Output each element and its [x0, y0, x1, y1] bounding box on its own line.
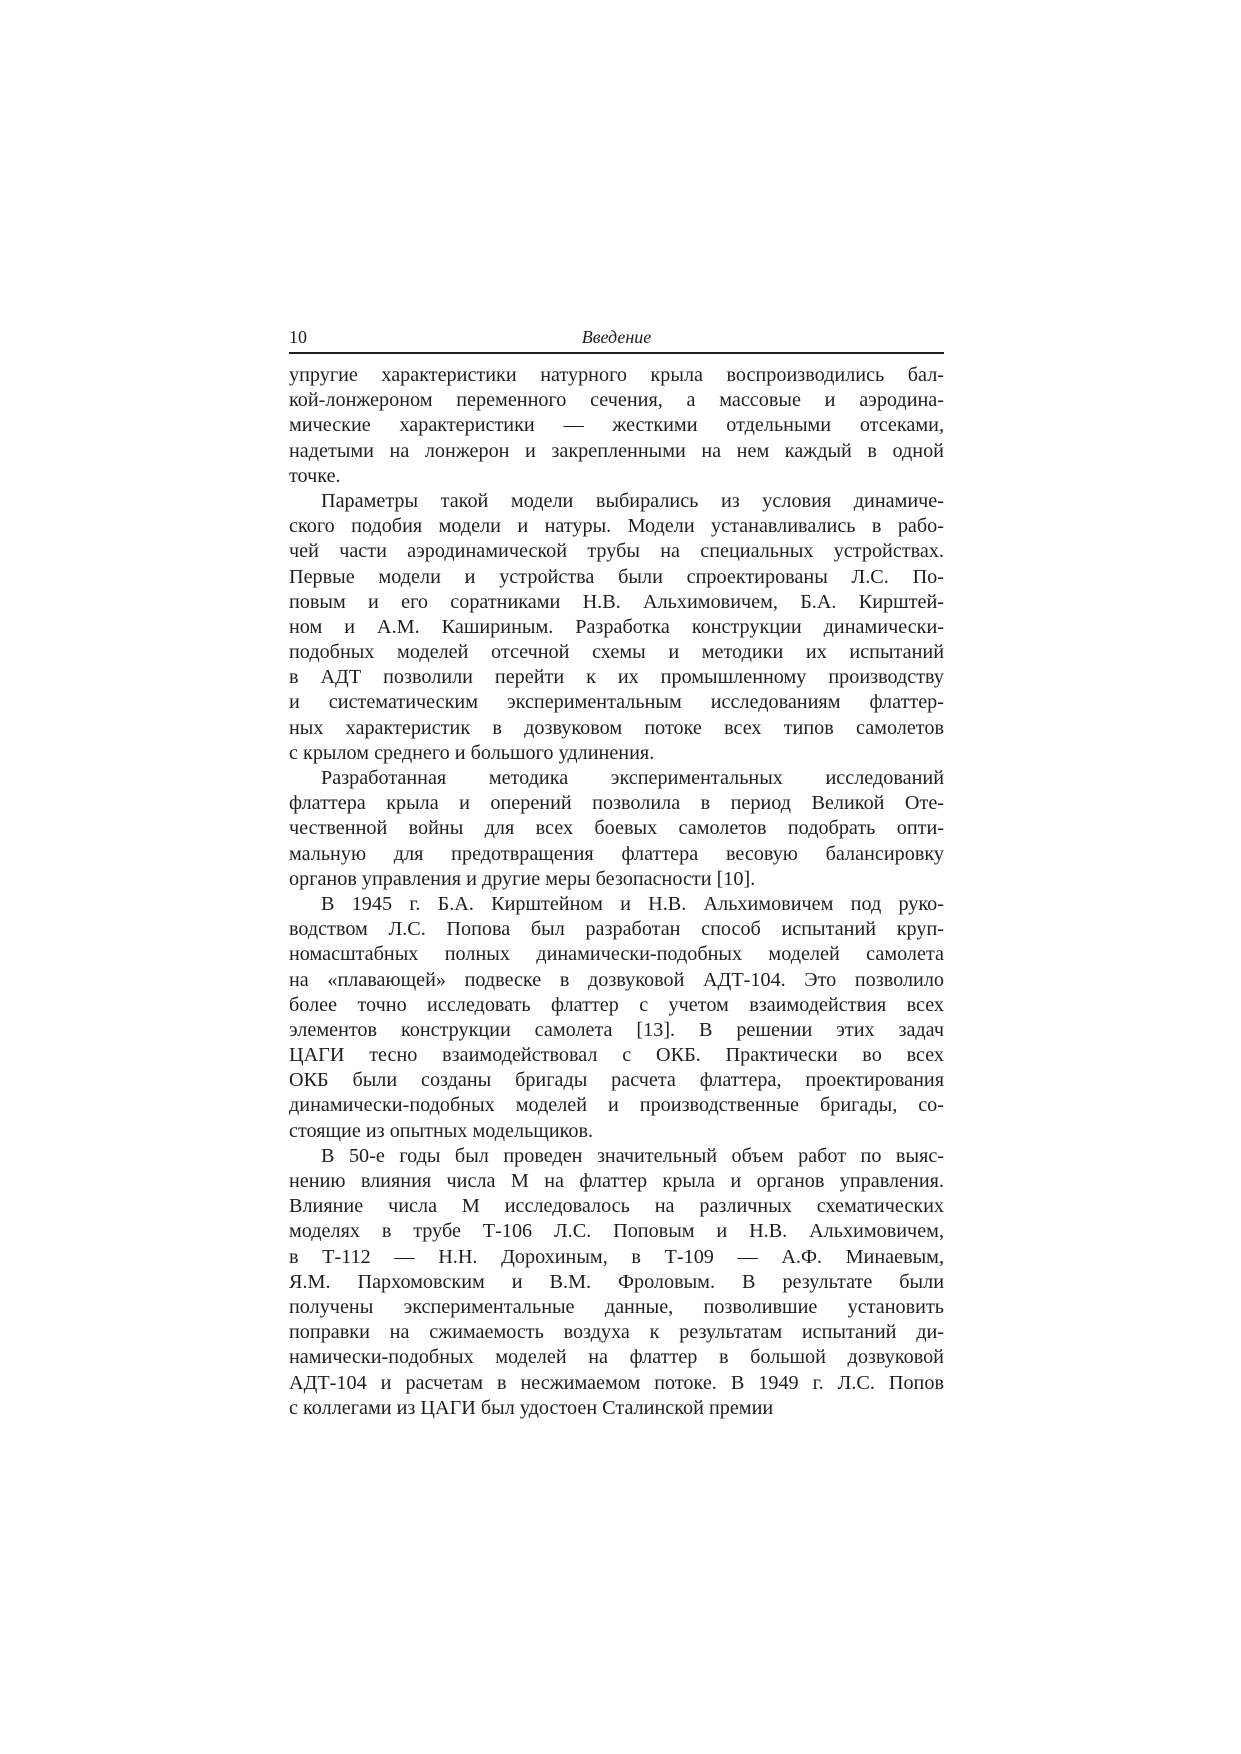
text-line: с коллегами из ЦАГИ был удостоен Сталинской премии	[289, 1396, 774, 1419]
text-line: водством Л.С. Попова был разработан способ испытаний круп-	[289, 918, 944, 941]
text-line: стоящие из опытных модельщиков.	[289, 1119, 594, 1142]
text-line: на «плавающей» подвеске в дозвуковой АДТ-104. Это позволило	[289, 968, 944, 991]
text-line: Влияние числа М исследовалось на различных схематических	[289, 1195, 944, 1218]
running-header	[289, 322, 944, 354]
text-line: Параметры такой модели выбирались из условия динамиче-	[321, 489, 944, 512]
section-title: Введение	[581, 327, 652, 347]
text-line: кой-лонжероном переменного сечения, а массовые и аэродина-	[289, 389, 944, 412]
text-line: мические характеристики — жесткими отдельными отсеками,	[289, 414, 944, 437]
page-content	[289, 322, 944, 1421]
text-line: подобных моделей отсечной схемы и методики их испытаний	[289, 641, 944, 664]
text-line: упругие характеристики натурного крыла воспроизводились бал-	[289, 364, 944, 386]
text-line: Первые модели и устройства были спроектированы Л.С. По-	[289, 565, 944, 588]
text-line: флаттера крыла и оперений позволила в период Великой Оте-	[289, 792, 944, 815]
text-line: Я.М. Пархомовским и В.М. Фроловым. В результате были	[289, 1270, 944, 1293]
body-text	[289, 363, 944, 1421]
text-line: получены экспериментальные данные, позволившие установить	[289, 1295, 944, 1318]
text-line: поправки на сжимаемость воздуха к результатам испытаний ди-	[289, 1321, 944, 1344]
text-line: ского подобия модели и натуры. Модели устанавливались в рабо-	[289, 515, 944, 538]
paragraph	[289, 766, 944, 892]
text-line: точке.	[289, 464, 341, 487]
paragraph	[289, 892, 944, 1144]
text-line: надетыми на лонжерон и закрепленными на нем каждый в одной	[289, 439, 944, 462]
text-line: повым и его соратниками Н.В. Альхимовичем, Б.А. Кирштей-	[289, 590, 944, 613]
text-line: чественной войны для всех боевых самолетов подобрать опти-	[289, 817, 944, 840]
text-line: ном и А.М. Кашириным. Разработка конструкции динамически-	[289, 615, 944, 638]
text-line: ных характеристик в дозвуковом потоке всех типов самолетов	[289, 716, 944, 739]
paragraph	[289, 363, 944, 489]
paragraph	[289, 1144, 944, 1421]
text-line: чей части аэродинамической трубы на специальных устройствах.	[289, 540, 944, 563]
text-line: намически-подобных моделей на флаттер в большой дозвуковой	[289, 1346, 944, 1369]
text-line: ЦАГИ тесно взаимодействовал с ОКБ. Практически во всех	[289, 1044, 944, 1067]
text-line: в АДТ позволили перейти к их промышленному производству	[289, 666, 944, 689]
page-number: 10	[289, 327, 307, 347]
paragraph	[289, 489, 944, 766]
text-line: мальную для предотвращения флаттера весовую балансировку	[289, 842, 944, 865]
text-line: Разработанная методика экспериментальных исследований	[321, 767, 944, 789]
text-line: В 1945 г. Б.А. Кирштейном и Н.В. Альхимовичем под руко-	[321, 892, 944, 915]
text-line: нению влияния числа М на флаттер крыла и органов управления.	[289, 1170, 944, 1192]
text-line: номасштабных полных динамически-подобных моделей самолета	[289, 943, 944, 966]
text-line: динамически-подобных моделей и производственные бригады, со-	[289, 1094, 944, 1117]
text-line: В 50-е годы был проведен значительный объем работ по выяс-	[321, 1144, 944, 1167]
text-line: моделях в трубе Т-106 Л.С. Поповым и Н.В. Альхимовичем,	[289, 1220, 944, 1243]
text-line: более точно исследовать флаттер с учетом взаимодействия всех	[289, 993, 944, 1016]
text-line: элементов конструкции самолета [13]. В решении этих задач	[289, 1018, 944, 1041]
text-line: в Т-112 — Н.Н. Дорохиным, в Т-109 — А.Ф. Минаевым,	[289, 1245, 944, 1268]
text-line: АДТ-104 и расчетам в несжимаемом потоке. В 1949 г. Л.С. Попов	[289, 1371, 944, 1394]
text-line: и систематическим экспериментальным исследованиям флаттер-	[289, 691, 944, 714]
text-line: с крылом среднего и большого удлинения.	[289, 741, 655, 764]
text-line: органов управления и другие меры безопасности [10].	[289, 867, 756, 890]
text-line: ОКБ были созданы бригады расчета флаттера, проектирования	[289, 1069, 944, 1092]
